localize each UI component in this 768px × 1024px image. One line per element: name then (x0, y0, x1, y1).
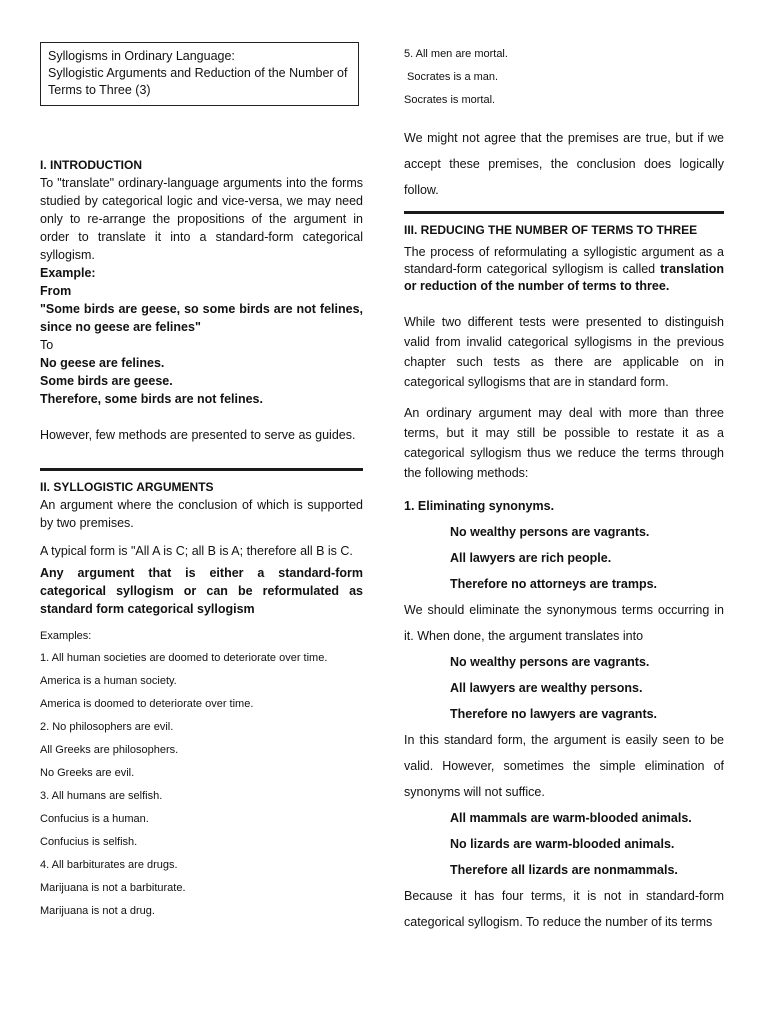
from-quote: "Some birds are geese, so some birds are not felines, since no geese are felines" (40, 302, 363, 334)
reducing-para-5: In this standard form, the argument is easily seen to be valid. However, sometimes the simple elimination of synonyms will not suffice. (404, 733, 724, 799)
set-1-line-2: All lawyers are rich people. (450, 551, 612, 565)
reducing-intro (404, 244, 724, 295)
to-line-1: No geese are felines. (40, 356, 165, 370)
introduction-heading: I. INTRODUCTION (40, 158, 142, 172)
example-5-line-2: Socrates is a man. (407, 71, 499, 83)
reducing-intro-text: The process of reformulating a syllogistic argument as a standard-form categorical syllogism is called (404, 245, 724, 276)
any-argument: Any argument that is either a standard-form categorical syllogism or can be reformulated as standard form categorical syllogism (40, 566, 363, 616)
set-2-line-1: No wealthy persons are vagrants. (450, 655, 650, 669)
premises-remark: We might not agree that the premises are true, but if we accept these premises, the conclusion does logically follow. (404, 131, 724, 197)
right-column (404, 0, 724, 935)
left-column (40, 0, 363, 928)
example-5-line-3: Socrates is mortal. (404, 94, 496, 106)
syllogistic-heading: II. SYLLOGISTIC ARGUMENTS (40, 480, 214, 494)
reducing-intro-bold: translation or reduction of the number of terms to three. (404, 262, 724, 293)
example-line: Marijuana is not a barbiturate. (40, 882, 186, 894)
to-label: To (40, 338, 54, 352)
examples-list (40, 652, 363, 917)
typical-form: A typical form is "All A is C; all B is A; therefore all B is C. (40, 544, 353, 558)
example-5-line-1: 5. All men are mortal. (404, 48, 508, 60)
example-line: Confucius is a human. (40, 813, 149, 825)
reducing-heading: III. REDUCING THE NUMBER OF TERMS TO THREE (404, 223, 698, 237)
examples-label: Examples: (40, 630, 92, 642)
example-line: 1. All human societies are doomed to deteriorate over time. (40, 652, 328, 664)
example-line: No Greeks are evil. (40, 767, 135, 779)
reducing-para-6: Because it has four terms, it is not in standard-form categorical syllogism. To reduce the number of its terms (404, 889, 724, 929)
set-3-line-3: Therefore all lizards are nonmammals. (450, 863, 678, 877)
set-2-line-2: All lawyers are wealthy persons. (450, 681, 643, 695)
example-label: Example: (40, 266, 96, 280)
set-3-line-1: All mammals are warm-blooded animals. (450, 811, 692, 825)
example-line: America is doomed to deteriorate over time. (40, 698, 254, 710)
syllogistic-definition: An argument where the conclusion of which is supported by two premises. (40, 498, 363, 530)
set-1-line-1: No wealthy persons are vagrants. (450, 525, 650, 539)
to-line-3: Therefore, some birds are not felines. (40, 392, 263, 406)
set-1-line-3: Therefore no attorneys are tramps. (450, 577, 658, 591)
example-line: 4. All barbiturates are drugs. (40, 859, 178, 871)
example-line: America is a human society. (40, 675, 177, 687)
reducing-para-2: While two different tests were presented to distinguish valid from invalid categorical syllogisms in the previous chapter such tests as there are applicable on in categorical syllogisms that are in standard form. (404, 315, 724, 389)
from-label: From (40, 284, 72, 298)
title-line-1: Syllogisms in Ordinary Language: (48, 49, 235, 63)
introduction-closing: However, few methods are presented to serve as guides. (40, 428, 356, 442)
reducing-para-4: We should eliminate the synonymous terms occurring in it. When done, the argument translates into (404, 603, 724, 643)
introduction-paragraph: To "translate" ordinary-language arguments into the forms studied by categorical logic and vice-versa, we may need only to re-arrange the propositions of the argument in order to translate it into a standard-form categorical syllogism. (40, 176, 363, 262)
example-line: 2. No philosophers are evil. (40, 721, 174, 733)
example-line: 3. All humans are selfish. (40, 790, 163, 802)
example-line: All Greeks are philosophers. (40, 744, 179, 756)
example-line: Marijuana is not a drug. (40, 905, 155, 917)
title-box (40, 42, 359, 106)
set-2-line-3: Therefore no lawyers are vagrants. (450, 707, 658, 721)
title-line-3: Terms to Three (3) (48, 83, 151, 97)
example-line: Confucius is selfish. (40, 836, 138, 848)
reducing-para-3: An ordinary argument may deal with more than three terms, but it may still be possible to restate it as a categorical syllogism thus we reduce the terms through the following methods: (404, 406, 724, 480)
to-line-2: Some birds are geese. (40, 374, 173, 388)
title-line-2: Syllogistic Arguments and Reduction of the Number of (48, 66, 348, 80)
method-1: 1. Eliminating synonyms. (404, 499, 555, 513)
set-3-line-2: No lizards are warm-blooded animals. (450, 837, 675, 851)
